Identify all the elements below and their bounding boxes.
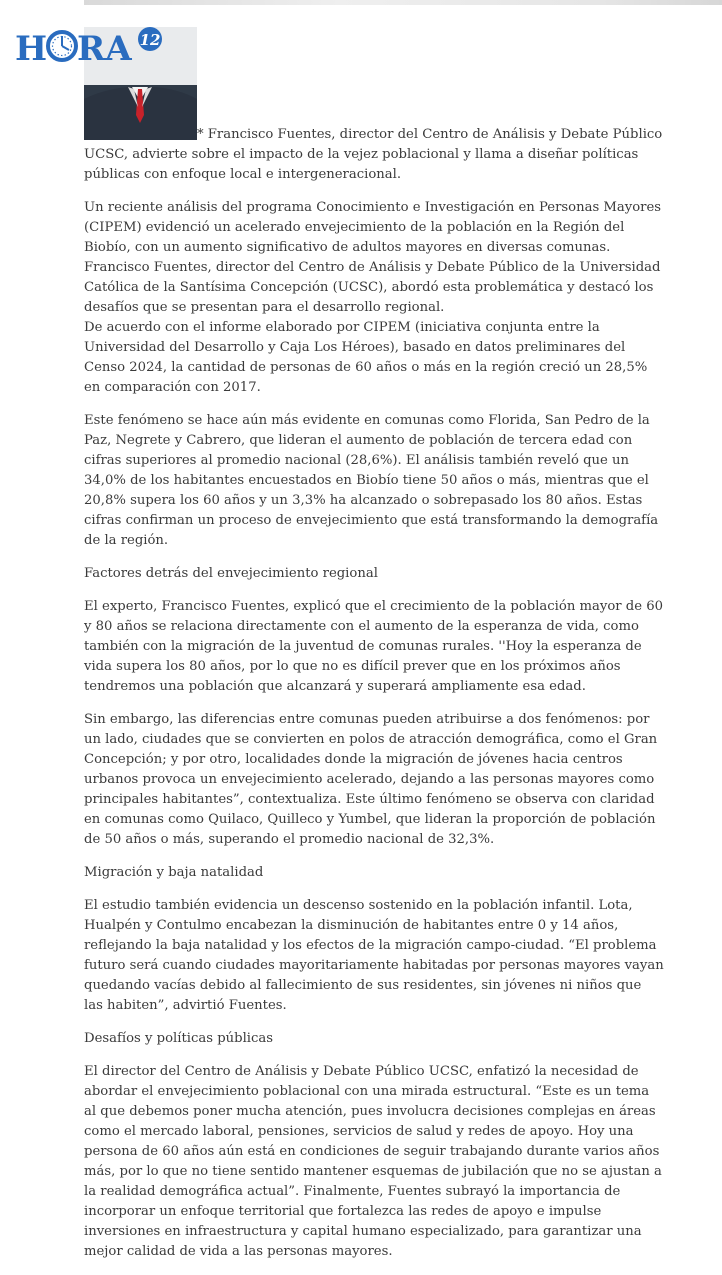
- article-paragraph-4: El experto, Francisco Fuentes, explicó que el crecimiento de la población mayor de 60 y 80 años se relaciona directamente con el aumento de la esperanza de vida, como también con la migración de la juventud de comunas rurales. ''Hoy la esperanza de vida supera los 80 años, por lo que no es difícil prever que en los próximos años tendremos una población que alcanzará y superará ampliamente esa edad.: [84, 599, 663, 694]
- article-paragraph-1: Un reciente análisis del programa Conocimiento e Investigación en Personas Mayores (CIPEM) evidenció un acelerado envejecimiento de la población en la Región del Biobío, con un aumento significativo de adultos mayores en diversas comunas. Francisco Fuentes, director del Centro de Análisis y Debate Público de la Universidad Católica de la Santísima Concepción (UCSC), abordó esta problemática y destacó los desafíos que se presentan para el desarrollo regional.: [84, 200, 662, 315]
- svg-text:12: 12: [139, 31, 161, 49]
- article-lead: * Francisco Fuentes, director del Centro de Análisis y Debate Público UCSC, advierte sobre el impacto de la vejez poblacional y llama a diseñar políticas públicas con enfoque local e intergeneracional.: [84, 127, 663, 182]
- article-paragraph-7: El director del Centro de Análisis y Debate Público UCSC, enfatizó la necesidad de abordar el envejecimiento poblacional con una mirada estructural. “Este es un tema al que debemos poner mucha atención, pues involucra decisiones complejas en áreas como el mercado laboral, pensiones, servicios de salud y redes de apoyo. Hoy una persona de 60 años aún está en condiciones de seguir trabajando durante varios años más, por lo que no tiene sentido mantener esquemas de jubilación que no se ajustan a la realidad demográfica actual”. Finalmente, Fuentes subrayó la importancia de incorporar un enfoque territorial que fortalezca las redes de apoyo e impulse inversiones en infraestructura y capital humano especializado, para garantizar una mejor calidad de vida a las personas mayores.: [84, 1064, 662, 1259]
- article-subheading-2: Migración y baja natalidad: [84, 865, 264, 880]
- hora12-logo[interactable]: [15, 22, 165, 68]
- article-subheading-3: Desafíos y políticas públicas: [84, 1031, 274, 1046]
- article-paragraph-2: De acuerdo con el informe elaborado por CIPEM (iniciativa conjunta entre la Universidad del Desarrollo y Caja Los Héroes), basado en datos preliminares del Censo 2024, la cantidad de personas de 60 años o más en la región creció un 28,5% en comparación con 2017.: [84, 320, 648, 395]
- article-paragraph-6: El estudio también evidencia un descenso sostenido en la población infantil. Lota, Hualpén y Contulmo encabezan la disminución de habitantes entre 0 y 14 años, reflejando la baja natalidad y los efectos de la migración campo-ciudad. “El problema futuro será cuando ciudades mayoritariamente habitadas por personas mayores vayan quedando vacías debido al fallecimiento de sus residentes, sin jóvenes ni niños que las habiten”, advirtió Fuentes.: [84, 898, 664, 1013]
- article-paragraph-5: Sin embargo, las diferencias entre comunas pueden atribuirse a dos fenómenos: por un lado, ciudades que se convierten en polos de atracción demográfica, como el Gran Concepción; y por otro, localidades donde la migración de jóvenes hacia centros urbanos provoca un envejecimiento acelerado, dejando a las personas mayores como principales habitantes”, contextualiza. Este último fenómeno se observa con claridad en comunas como Quilaco, Quilleco y Yumbel, que lideran la proporción de población de 50 años o más, superando el promedio nacional de 32,3%.: [84, 712, 658, 847]
- article-subheading-1: Factores detrás del envejecimiento regional: [84, 566, 378, 581]
- svg-text:RA: RA: [77, 29, 132, 68]
- article-body: [84, 0, 664, 1275]
- svg-text:H: H: [15, 29, 48, 68]
- article-paragraph-3: Este fenómeno se hace aún más evidente en comunas como Florida, San Pedro de la Paz, Negrete y Cabrero, que lideran el aumento de población de tercera edad con cifras superiores al promedio nacional (28,6%). El análisis también reveló que un 34,0% de los habitantes encuestados en Biobío tiene 50 años o más, mientras que el 20,8% supera los 60 años y un 3,3% ha alcanzado o sobrepasado los 80 años. Estas cifras confirman un proceso de envejecimiento que está transformando la demografía de la región.: [84, 413, 659, 548]
